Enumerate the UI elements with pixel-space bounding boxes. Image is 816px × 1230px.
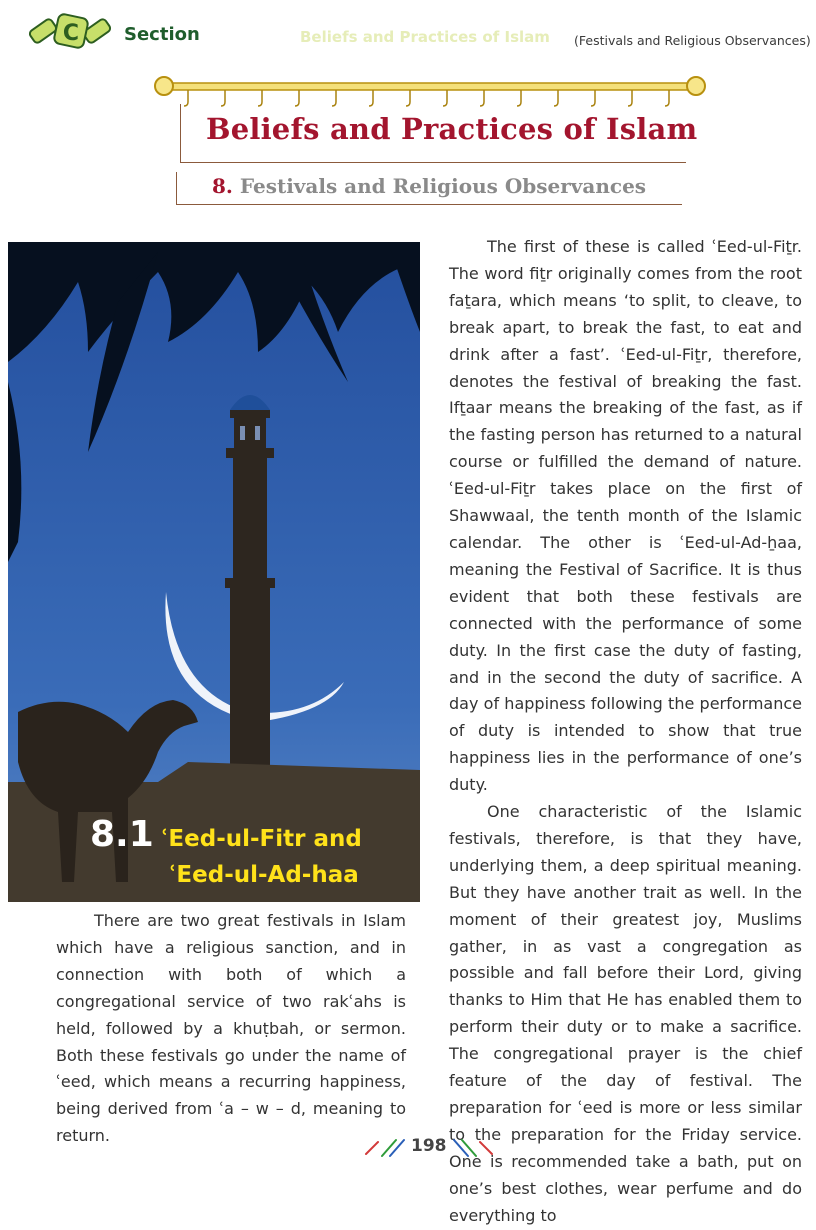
right-column [449,234,802,1230]
right-paragraph-2: One characteristic of the Islamic festivals, therefore, is that they have, underlying them, a deep spiritual meaning. But they have another trait as well. In the moment of their greatest joy, Muslims gather, in as vast a congregation as possible and fall before their Lord, giving thanks to Him that He has enabled them to perform their duty or to make a sacrifice. The congregational prayer is the chief feature of the day of festival. The preparation for ʿeed is more or less similar to the preparation for the Friday service. One is recommended take a bath, put on one’s best clothes, wear perfume and do everything to [449,802,802,1225]
chapter-title [212,174,646,198]
header-subtitle: (Festivals and Religious Observances) [574,33,811,48]
section-title-line1: ʿEed-ul-Fitr and [160,826,362,852]
right-paragraph-1: The first of these is called ʿEed-ul-Fiṯr. The word fiṯr originally comes from the root faṯara, which means ‘to split, to cleave, to break apart, to break the fast, to eat and drink after a fast’. ʿEed-ul-Fiṯr, therefore, denotes the festival of breaking the fast. Ifṯaar means the breaking of the fast, as if the fasting person has returned to a natural course or fulfilled the demand of nature. ʿEed-ul-Fiṯr takes place on the first of Shawwaal, the tenth month of the Islamic calendar. The other is ʿEed-ul-Ad-ẖaa, meaning the Festival of Sacrifice. It is thus evident that both these festivals are connected with the performance of some duty. In the first case the duty of fasting, and in the second the duty of sacrifice. A day of happiness following the performance of duty is intended to show that true happiness lies in the performance of one’s duty. [449,237,802,795]
header-faint-title: Beliefs and Practices of Islam [300,28,550,46]
section-number: 8.1 [90,814,154,855]
page-number: 198 [411,1136,447,1156]
logo-letter: C [62,21,80,46]
chapter-number: 8. [212,174,233,198]
chapter-title-text: Festivals and Religious Observances [239,174,647,198]
page-title: Beliefs and Practices of Islam [206,112,698,146]
left-paragraph: There are two great festivals in Islam which have a religious sanction, and in connection with both of which a congregational service of two rakʿahs is held, followed by a khuṭbah, or sermon. Both these festivals go under the name of ʿeed, which means a recurring happiness, being derived from ʿa – w – d, meaning to return. [56,911,406,1146]
section-title-line2: ʿEed-ul-Ad-haa [168,862,359,888]
left-column [56,908,406,1150]
curtain-rod-decoration [152,72,708,108]
section-logo [26,10,118,54]
minaret-photo [8,242,420,902]
section-label: Section [124,24,200,45]
